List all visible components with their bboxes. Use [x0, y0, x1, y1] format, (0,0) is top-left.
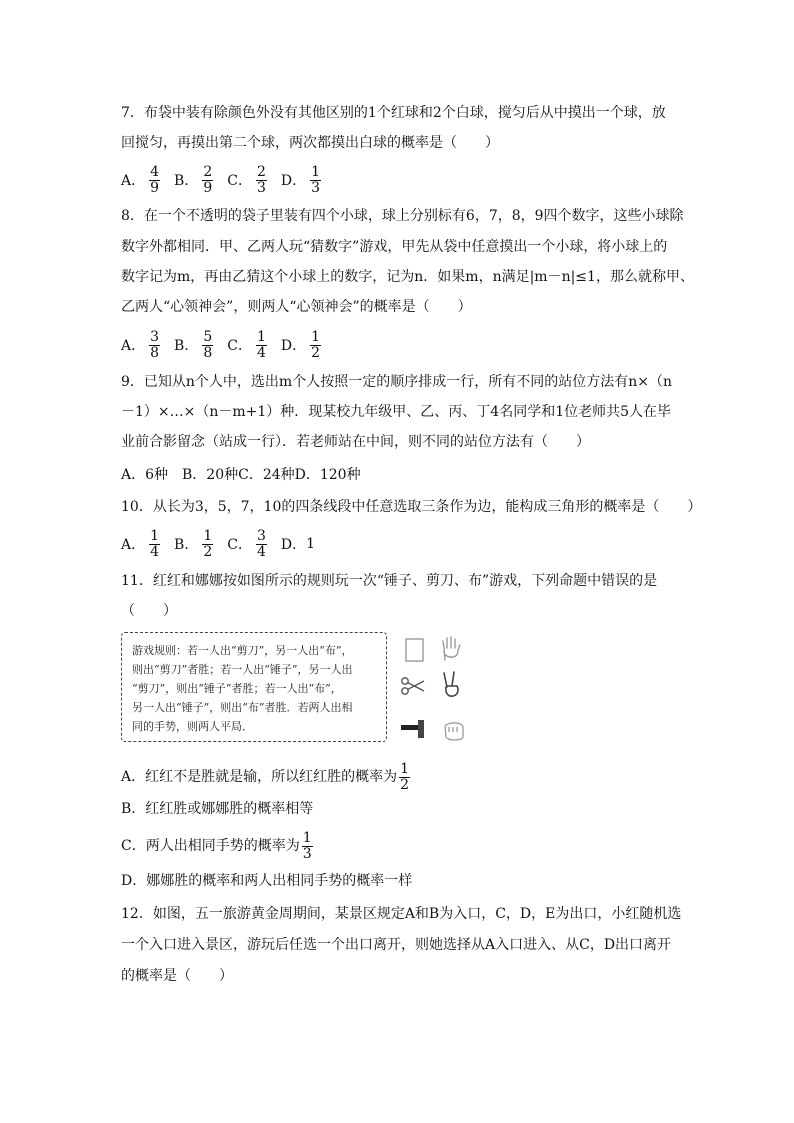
q10-option-b: B． $\frac{1}{2}$ [174, 527, 213, 560]
q8-option-c: C． $\frac{1}{4}$ [227, 328, 266, 361]
q11-option-a: A．红红不是胜就是输，所以红红胜的概率为 $\frac{1}{2}$ [121, 760, 410, 793]
hammer-icon [399, 716, 427, 744]
paper-sheet-icon [401, 636, 429, 664]
q10-option-a: A． $\frac{1}{4}$ [121, 527, 160, 560]
q10-option-c: C． $\frac{3}{4}$ [227, 527, 266, 560]
q7-line2: 回搅匀，再摸出第二个球，两次都摸出白球的概率是（ ） [121, 135, 499, 151]
q10-option-d: D． 1 [280, 536, 316, 553]
q8-option-d: D． $\frac{1}{2}$ [280, 328, 321, 361]
q7-line1: 7．布袋中装有除颜色外没有其他区别的1个红球和2个白球，搅匀后从中摸出一个球，放 [121, 105, 666, 121]
q11-option-b: B．红红胜或娜娜胜的概率相等 [121, 801, 314, 817]
q7-options [121, 162, 335, 198]
q8-options [121, 327, 335, 363]
q9-line1: 9．已知从n个人中，选出m个人按照一定的顺序排成一行，所有不同的站位方法有n×（n [121, 374, 672, 390]
fist-icon [440, 717, 468, 745]
q8-option-b: B． $\frac{5}{8}$ [174, 328, 213, 361]
q9-line3: 业前合影留念（站成一行）．若老师站在中间，则不同的站位方法有（ ） [121, 434, 590, 450]
q11-line2: （ ） [121, 603, 177, 619]
q7-option-a: A． $\frac{4}{9}$ [121, 163, 160, 196]
q7-option-b: B． $\frac{2}{9}$ [174, 163, 213, 196]
q12-line2: 一个入口进入景区，游玩后任选一个出口离开，则她选择从A入口进入、从C，D出口离开 [121, 937, 672, 953]
victory-hand-icon [438, 670, 466, 698]
q11-line1: 11．红红和娜娜按如图所示的规则玩一次“锤子、剪刀、布”游戏，下列命题中错误的是 [121, 573, 658, 589]
q10-options [121, 526, 329, 562]
game-rules-box: 游戏规则：若一人出“剪刀”，另一人出“布”， 则出“剪刀”者胜；若一人出“锤子”，另一人出 “剪刀”，则出“锤子”者胜；若一人出“布”， 另一人出“锤子”，则出“布”者胜．若两人出相 同的手势，则两人平局． [121, 632, 387, 742]
q12-line1: 12．如图，五一旅游黄金周期间，某景区规定A和B为入口，C，D，E为出口，小红随机选 [121, 906, 682, 922]
q8-option-a: A． $\frac{3}{8}$ [121, 328, 160, 361]
open-hand-icon [437, 634, 465, 662]
scissors-icon [399, 672, 427, 700]
q8-line2: 数字外都相同．甲、乙两人玩“猜数字”游戏，甲先从袋中任意摸出一个小球，将小球上的 [121, 239, 668, 255]
q12-line3: 的概率是（ ） [121, 968, 233, 984]
q9-options: A．6种 B．20种C．24种D．120种 [121, 467, 361, 483]
q7-option-d: D． $\frac{1}{3}$ [280, 163, 321, 196]
q7-option-c: C． $\frac{2}{3}$ [227, 163, 266, 196]
q11-option-d: D．娜娜胜的概率和两人出相同手势的概率一样 [121, 873, 413, 889]
q8-line3: 数字记为m，再由乙猜这个小球上的数字，记为n．如果m，n满足|m－n|≤1，那么就称甲、 [121, 269, 694, 285]
q8-line1: 8．在一个不透明的袋子里装有四个小球，球上分别标有6，7，8，9四个数字，这些小球除 [121, 208, 684, 224]
q10-line1: 10．从长为3，5，7，10的四条线段中任意选取三条作为边，能构成三角形的概率是（ ） [121, 499, 702, 515]
q11-option-c: C．两人出相同手势的概率为 $\frac{1}{3}$ [121, 829, 312, 862]
q9-line2: －1）×…×（n－m+1）种．现某校九年级甲、乙、丙、丁4名同学和1位老师共5人在毕 [121, 404, 672, 420]
q8-line4: 乙两人“心领神会”，则两人“心领神会”的概率是（ ） [121, 299, 472, 315]
